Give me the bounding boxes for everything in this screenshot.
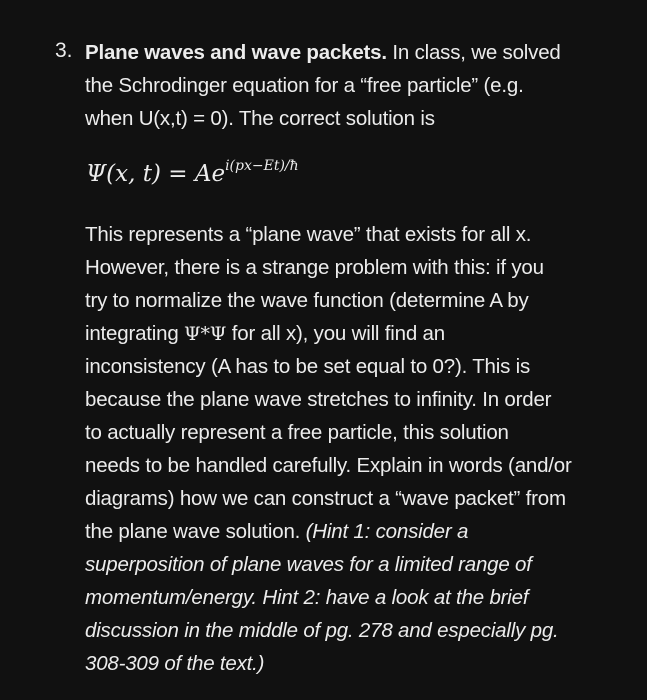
text-fragment: the plane wave solution.	[85, 520, 306, 543]
text-line: to actually represent a free particle, this solution	[85, 421, 509, 444]
equation-base: Ψ(x, t) = Ae	[86, 161, 226, 187]
text-line: inconsistency (A has to be set equal to 0?). This is	[85, 355, 531, 378]
text-line	[85, 317, 572, 350]
text-line: when U(x,t) = 0). The correct solution is	[85, 107, 435, 130]
text-line: needs to be handled carefully. Explain in words (and/or	[85, 454, 572, 477]
text-line: the Schrodinger equation for a “free particle” (e.g.	[85, 74, 524, 97]
text-line: diagrams) how we can construct a “wave packet” from	[85, 487, 566, 510]
hint-line: 308-309 of the text.)	[85, 652, 265, 675]
equation-exponent: i(px−Et)/ħ	[225, 158, 299, 174]
hint-line: superposition of plane waves for a limited range of	[85, 553, 532, 576]
text-fragment: integrating	[85, 322, 185, 345]
text-line: However, there is a strange problem with this: if you	[85, 256, 544, 279]
text-line: In class, we solved	[386, 41, 561, 64]
text-line	[85, 515, 572, 548]
text-fragment: for all x), you will find an	[231, 322, 445, 345]
hint-line: momentum/energy. Hint 2: have a look at the brief	[85, 586, 529, 609]
problem-number: 3.	[55, 39, 73, 62]
text-line: This represents a “plane wave” that exists for all x.	[85, 223, 532, 246]
problem-title: Plane waves and wave packets.	[85, 41, 387, 64]
wavefunction-equation	[86, 158, 299, 187]
text-line: because the plane wave stretches to infinity. In order	[85, 388, 552, 411]
problem-body	[85, 218, 572, 680]
hint-line: discussion in the middle of pg. 278 and especially pg.	[85, 619, 559, 642]
integrand-math: Ψ*Ψ	[184, 323, 227, 345]
text-line: try to normalize the wave function (determine A by	[85, 289, 529, 312]
hint-text: (Hint 1: consider a	[305, 520, 469, 543]
problem-intro	[85, 36, 561, 135]
